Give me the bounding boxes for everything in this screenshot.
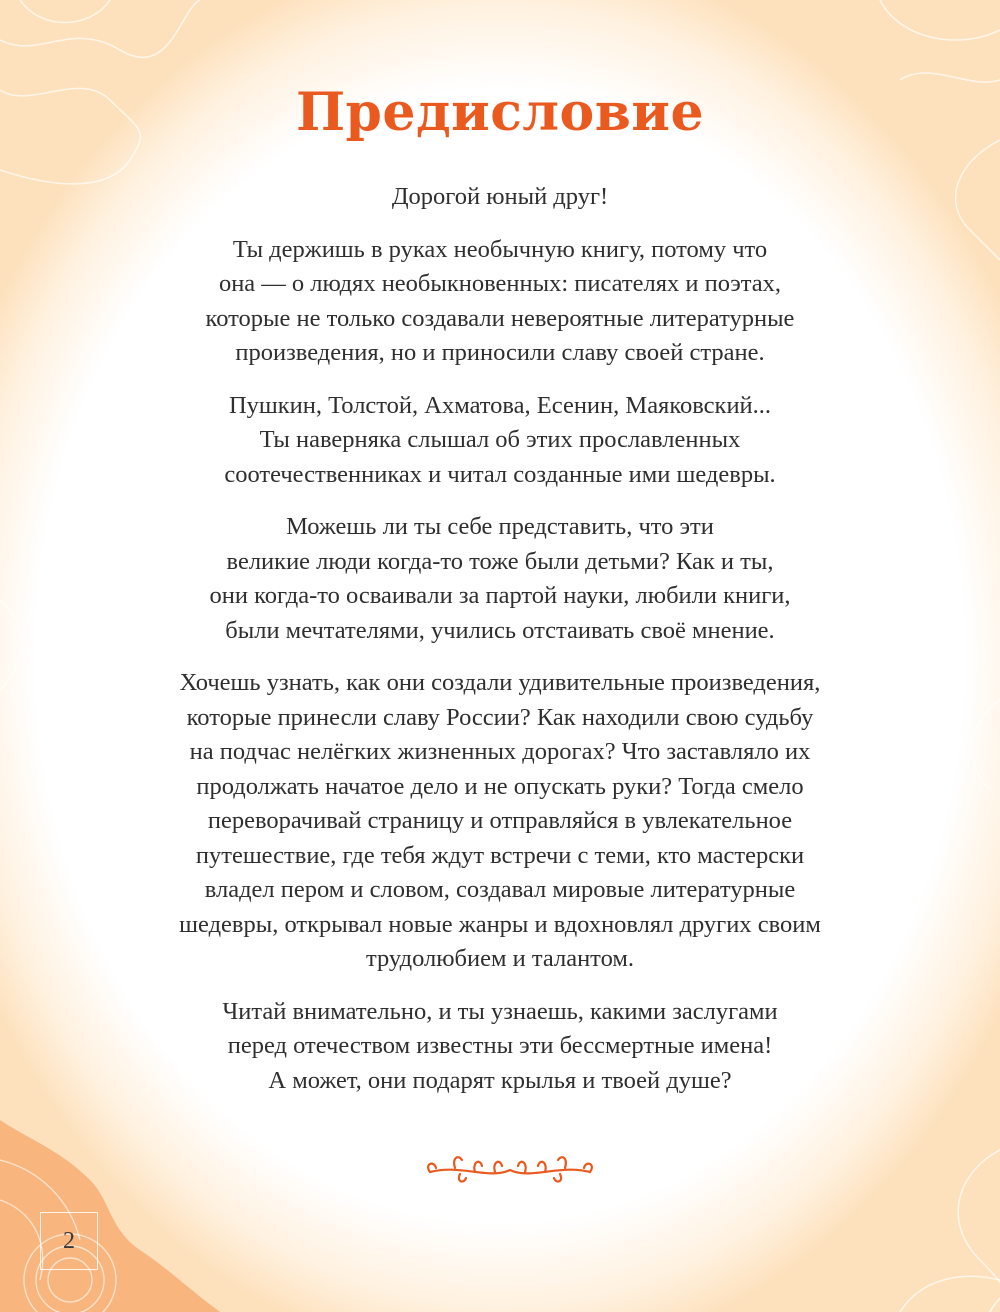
page-title: Предисловие	[295, 82, 705, 143]
paragraph	[80, 666, 920, 977]
text-line: были мечтателями, учились отстаивать своё мнение.	[225, 616, 775, 644]
paragraph	[80, 233, 920, 371]
text-line: Дорогой юный друг!	[391, 183, 609, 210]
text-line: они когда-то осваивали за партой науки, любили книги,	[209, 582, 791, 609]
text-line: Ты наверняка слышал об этих прославленных	[259, 426, 741, 453]
text-line: А может, они подарят крылья и твоей душе?	[268, 1066, 732, 1094]
text-line: соотечественниках и читал созданные ими шедевры.	[224, 460, 776, 488]
page-number-box	[40, 1212, 98, 1270]
text-line: продолжать начатое дело и не опускать руки? Тогда смело	[196, 772, 804, 800]
text-line: которые не только создавали невероятные литературные	[205, 304, 795, 332]
text-line: Пушкин, Толстой, Ахматова, Есенин, Маяковский...	[228, 391, 772, 419]
text-line: переворачивай страницу и отправляйся в увлекательное	[207, 807, 793, 834]
text-line: на подчас нелёгких жизненных дорогах? Что заставляло их	[189, 738, 811, 765]
text-line: Читай внимательно, и ты узнаешь, какими заслугами	[222, 997, 778, 1025]
text-line: Хочешь узнать, как они создали удивительные произведения,	[179, 669, 821, 696]
paragraph	[80, 180, 920, 215]
paragraph	[80, 510, 920, 648]
text-line: она — о людях необыкновенных: писателях и поэтах,	[218, 270, 782, 297]
paragraph	[80, 995, 920, 1099]
text-line: трудолюбием и талантом.	[366, 945, 634, 972]
page-number: 2	[63, 1227, 75, 1254]
floral-vine-divider-icon	[420, 1150, 600, 1190]
text-line: произведения, но и приносили славу своей стране.	[235, 339, 765, 366]
paragraph	[80, 389, 920, 493]
text-line: путешествие, где тебя ждут встречи с теми, кто мастерски	[195, 841, 805, 869]
text-line: Можешь ли ты себе представить, что эти	[286, 513, 714, 540]
text-line: владел пером и словом, создавал мировые литературные	[204, 876, 796, 903]
text-line: великие люди когда-то тоже были детьми? Как и ты,	[226, 547, 774, 575]
text-line: перед отечеством известны эти бессмертные имена!	[227, 1032, 773, 1059]
text-line: Ты держишь в руках необычную книгу, потому что	[232, 235, 768, 263]
text-line: которые принесли славу России? Как находили свою судьбу	[186, 703, 814, 731]
text-line: шедевры, открывал новые жанры и вдохновлял других своим	[179, 910, 821, 938]
preface-text	[80, 180, 920, 1116]
